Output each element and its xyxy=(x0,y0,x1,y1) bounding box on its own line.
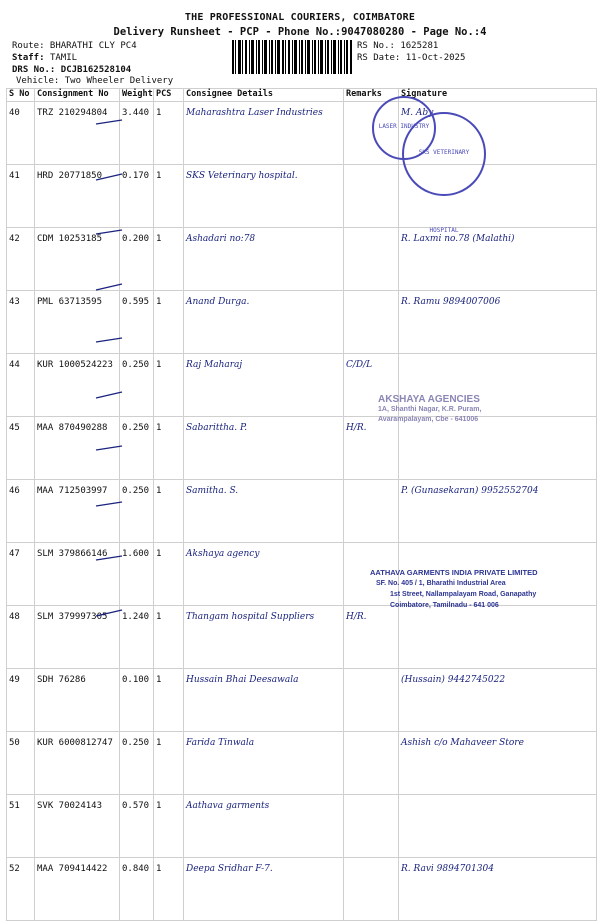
weight-value: 0.595 xyxy=(120,291,154,354)
pieces-count: 1 xyxy=(154,669,184,732)
consignment-number: CDM 10253185 xyxy=(35,228,120,291)
signature: (Hussain) 9442745022 xyxy=(399,669,597,732)
consignment-number: SLM 379997305 xyxy=(35,606,120,669)
weight-value: 3.440 xyxy=(120,102,154,165)
serial-number: 45 xyxy=(7,417,35,480)
serial-number: 44 xyxy=(7,354,35,417)
table-row xyxy=(7,669,597,732)
consignment-number: KUR 6000812747 xyxy=(35,732,120,795)
weight-value: 0.250 xyxy=(120,480,154,543)
signature xyxy=(399,417,597,480)
weight-value: 0.250 xyxy=(120,417,154,480)
serial-number: 43 xyxy=(7,291,35,354)
pieces-count: 1 xyxy=(154,354,184,417)
consignee-details: Thangam hospital Suppliers xyxy=(184,606,344,669)
serial-number: 49 xyxy=(7,669,35,732)
remarks xyxy=(344,795,399,858)
pieces-count: 1 xyxy=(154,417,184,480)
consignee-details: Aathava garments xyxy=(184,795,344,858)
document-subtitle: Delivery Runsheet - PCP - Phone No.:9047080280 - Page No.:4 xyxy=(113,26,487,38)
column-header: Consignment No xyxy=(35,89,120,102)
consignee-details: Deepa Sridhar F-7. xyxy=(184,858,344,921)
consignment-number: SLM 379866146 xyxy=(35,543,120,606)
column-header: PCS xyxy=(154,89,184,102)
column-header: Weight xyxy=(120,89,154,102)
consignee-details: Anand Durga. xyxy=(184,291,344,354)
signature xyxy=(399,795,597,858)
weight-value: 0.200 xyxy=(120,228,154,291)
pieces-count: 1 xyxy=(154,795,184,858)
laser-stamp-text: LASER INDUSTRY xyxy=(378,123,430,130)
consignment-number: SVK 70024143 xyxy=(35,795,120,858)
consignment-number: HRD 20771850 xyxy=(35,165,120,228)
consignment-number: PML 63713595 xyxy=(35,291,120,354)
drs-value: DCJB162528104 xyxy=(60,65,132,75)
barcode xyxy=(232,40,352,74)
weight-value: 1.600 xyxy=(120,543,154,606)
signature: P. (Gunasekaran) 9952552704 xyxy=(399,480,597,543)
remarks: H/R. xyxy=(344,417,399,480)
weight-value: 0.250 xyxy=(120,732,154,795)
pieces-count: 1 xyxy=(154,228,184,291)
delivery-tick-marks xyxy=(92,110,132,630)
serial-number: 52 xyxy=(7,858,35,921)
serial-number: 47 xyxy=(7,543,35,606)
pieces-count: 1 xyxy=(154,291,184,354)
pieces-count: 1 xyxy=(154,165,184,228)
remarks: C/D/L xyxy=(344,354,399,417)
signature: R. Ravi 9894701304 xyxy=(399,858,597,921)
document-title: THE PROFESSIONAL COURIERS, COIMBATORE xyxy=(184,12,416,23)
column-header: Consignee Details xyxy=(184,89,344,102)
weight-value: 1.240 xyxy=(120,606,154,669)
serial-number: 48 xyxy=(7,606,35,669)
rs-number: RS No.: 1625281 xyxy=(357,41,439,51)
staff-label: Staff: xyxy=(12,53,45,63)
consignee-details: Akshaya agency xyxy=(184,543,344,606)
remarks xyxy=(344,669,399,732)
drs-label: DRS No.: xyxy=(12,65,56,75)
aathava-stamp-address-3: Coimbatore, Tamilnadu - 641 006 xyxy=(390,602,499,609)
route-label: Route: BHARATHI CLY PC4 xyxy=(12,41,137,51)
aathava-stamp-address-1: SF. No. 405 / 1, Bharathi Industrial Area xyxy=(376,580,506,587)
signature: R. Ramu 9894007006 xyxy=(399,291,597,354)
pieces-count: 1 xyxy=(154,102,184,165)
remarks xyxy=(344,858,399,921)
aathava-stamp-name: AATHAVA GARMENTS INDIA PRIVATE LIMITED xyxy=(370,568,538,577)
remarks xyxy=(344,732,399,795)
consignee-details: Samitha. S. xyxy=(184,480,344,543)
pieces-count: 1 xyxy=(154,858,184,921)
hospital-stamp-text: SKS VETERINARY HOSPITAL xyxy=(418,149,470,234)
consignee-details: Farida Tinwala xyxy=(184,732,344,795)
consignee-details: Ashadari no:78 xyxy=(184,228,344,291)
serial-number: 51 xyxy=(7,795,35,858)
column-header: Remarks xyxy=(344,89,399,102)
serial-number: 50 xyxy=(7,732,35,795)
serial-number: 46 xyxy=(7,480,35,543)
pieces-count: 1 xyxy=(154,732,184,795)
signature: R. Laxmi no.78 (Malathi) xyxy=(399,228,597,291)
serial-number: 40 xyxy=(7,102,35,165)
table-row xyxy=(7,858,597,921)
consignee-details: Maharashtra Laser Industries xyxy=(184,102,344,165)
consignment-number: KUR 1000524223 xyxy=(35,354,120,417)
consignment-number: TRZ 210294804 xyxy=(35,102,120,165)
vehicle-label: Vehicle: Two Wheeler Delivery xyxy=(16,76,174,86)
table-row xyxy=(7,795,597,858)
weight-value: 0.170 xyxy=(120,165,154,228)
consignee-details: Hussain Bhai Deesawala xyxy=(184,669,344,732)
remarks xyxy=(344,228,399,291)
column-header: Signature xyxy=(399,89,597,102)
rs-date: RS Date: 11-Oct-2025 xyxy=(357,53,466,63)
remarks: H/R. xyxy=(344,606,399,669)
consignee-details: Sabarittha. P. xyxy=(184,417,344,480)
akshaya-agencies-stamp xyxy=(378,395,518,425)
serial-number: 42 xyxy=(7,228,35,291)
drs-line xyxy=(12,65,131,75)
table-header-row xyxy=(7,89,597,102)
remarks xyxy=(344,291,399,354)
aathava-garments-stamp xyxy=(370,567,585,611)
consignment-number: MAA 712503997 xyxy=(35,480,120,543)
serial-number: 41 xyxy=(7,165,35,228)
column-header: S No xyxy=(7,89,35,102)
consignment-number: MAA 709414422 xyxy=(35,858,120,921)
signature xyxy=(399,606,597,669)
weight-value: 0.840 xyxy=(120,858,154,921)
consignment-number: SDH 76286 xyxy=(35,669,120,732)
consignment-number: MAA 870490288 xyxy=(35,417,120,480)
weight-value: 0.100 xyxy=(120,669,154,732)
pieces-count: 1 xyxy=(154,480,184,543)
remarks xyxy=(344,165,399,228)
staff-line xyxy=(12,53,77,63)
weight-value: 0.250 xyxy=(120,354,154,417)
consignee-details: SKS Veterinary hospital. xyxy=(184,165,344,228)
signature: Ashish c/o Mahaveer Store xyxy=(399,732,597,795)
consignee-details: Raj Maharaj xyxy=(184,354,344,417)
weight-value: 0.570 xyxy=(120,795,154,858)
signature: M. Aby xyxy=(399,102,597,165)
aathava-stamp-address-2: 1st Street, Nallampalayam Road, Ganapathy xyxy=(390,591,537,598)
akshaya-stamp-address-2: Avarampalayam, Cbe - 641006 xyxy=(378,416,479,423)
akshaya-stamp-name: AKSHAYA AGENCIES xyxy=(378,394,480,405)
remarks xyxy=(344,480,399,543)
staff-value: TAMIL xyxy=(49,53,78,63)
pieces-count: 1 xyxy=(154,543,184,606)
pieces-count: 1 xyxy=(154,606,184,669)
table-row xyxy=(7,732,597,795)
hospital-round-stamp xyxy=(402,112,486,234)
akshaya-stamp-address-1: 1A, Shanthi Nagar, K.R. Puram, xyxy=(378,406,482,413)
